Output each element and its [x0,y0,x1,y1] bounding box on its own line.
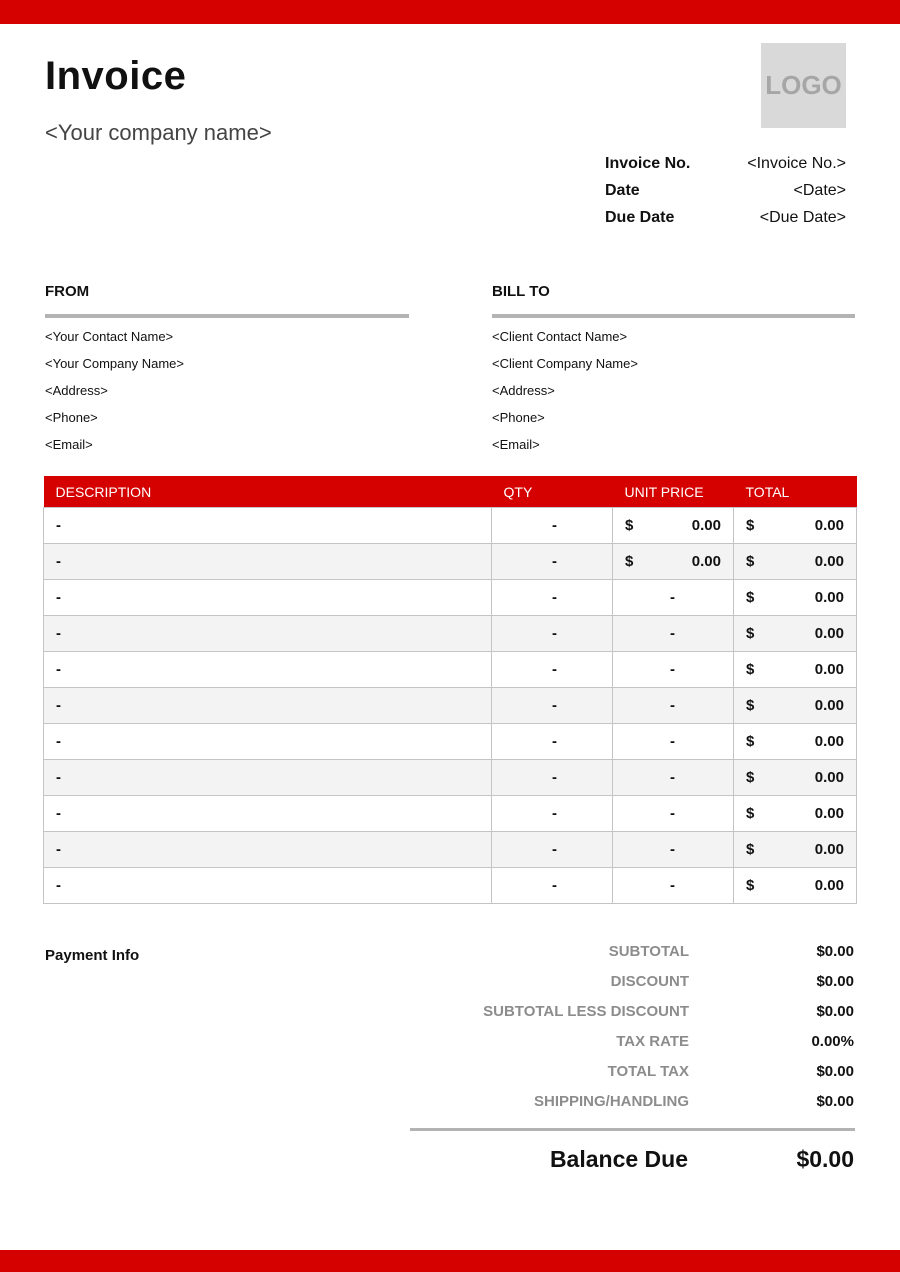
cell-unit-price: - [613,652,734,688]
cell-qty: - [492,652,613,688]
table-row [44,544,857,580]
summary-label: SUBTOTAL [608,943,689,960]
table-row [44,652,857,688]
currency-symbol: $ [746,733,755,750]
meta-label: Date [605,182,640,199]
cell-total [734,688,857,724]
cell-unit-price: - [613,688,734,724]
table-row [44,760,857,796]
cell-unit-price: - [613,868,734,904]
summary-shipping-handling [410,1093,855,1113]
meta-date [605,182,846,200]
total-value: 0.00 [814,589,844,606]
cell-description: - [44,724,492,760]
summary-value: 0.00% [811,1033,854,1050]
cell-qty: - [492,508,613,544]
meta-label: Due Date [605,209,675,226]
total-value: 0.00 [814,625,844,642]
balance-due-label: Balance Due [549,1146,688,1172]
from-address: <Address> [45,383,108,398]
cell-description: - [44,688,492,724]
cell-unit-price: - [613,580,734,616]
from-email: <Email> [45,437,93,452]
currency-symbol: $ [625,553,634,570]
currency-symbol: $ [746,841,755,858]
cell-description: - [44,580,492,616]
cell-qty: - [492,580,613,616]
total-value: 0.00 [814,877,844,894]
summary-label: TOTAL TAX [607,1063,689,1080]
cell-description: - [44,508,492,544]
cell-unit-price [613,508,734,544]
column-header-description: DESCRIPTION [44,476,492,508]
summary-subtotal [410,943,855,963]
cell-unit-price: - [613,724,734,760]
cell-qty: - [492,544,613,580]
total-value: 0.00 [814,841,844,858]
table-row [44,508,857,544]
total-value: 0.00 [814,553,844,570]
table-row [44,796,857,832]
currency-symbol: $ [746,769,755,786]
summary-tax-rate [410,1033,855,1053]
total-value: 0.00 [814,517,844,534]
summary-label: SUBTOTAL LESS DISCOUNT [483,1003,689,1020]
cell-total [734,580,857,616]
from-phone: <Phone> [45,410,98,425]
currency-symbol: $ [746,661,755,678]
unit-price-value: 0.00 [691,517,721,534]
column-header-total: TOTAL [734,476,857,508]
meta-value: <Due Date> [759,209,846,226]
table-row [44,724,857,760]
cell-unit-price: - [613,760,734,796]
cell-description: - [44,796,492,832]
from-divider [45,314,409,318]
total-value: 0.00 [814,769,844,786]
summary-value: $0.00 [816,1003,854,1020]
bill-to-divider [492,314,855,318]
cell-total [734,724,857,760]
summary-subtotal-less-discount [410,1003,855,1023]
summary-discount [410,973,855,993]
unit-price-value: 0.00 [691,553,721,570]
cell-total [734,868,857,904]
table-row [44,580,857,616]
bottom-accent-bar [0,1250,900,1272]
cell-unit-price: - [613,616,734,652]
summary-value: $0.00 [816,943,854,960]
summary-label: TAX RATE [616,1033,689,1050]
table-header-row [44,476,857,508]
cell-qty: - [492,796,613,832]
cell-unit-price: - [613,832,734,868]
from-heading: FROM [45,283,90,300]
cell-description: - [44,832,492,868]
total-value: 0.00 [814,733,844,750]
meta-invoice-no [605,155,846,173]
summary-value: $0.00 [816,973,854,990]
balance-due-value: $0.00 [796,1146,854,1172]
meta-label: Invoice No. [605,155,691,172]
summary-value: $0.00 [816,1063,854,1080]
currency-symbol: $ [746,805,755,822]
cell-description: - [44,868,492,904]
currency-symbol: $ [746,697,755,714]
cell-qty: - [492,760,613,796]
cell-total [734,652,857,688]
currency-symbol: $ [746,625,755,642]
bill-to-phone: <Phone> [492,410,545,425]
from-company-name: <Your Company Name> [45,356,184,371]
cell-total [734,832,857,868]
cell-qty: - [492,724,613,760]
total-value: 0.00 [814,697,844,714]
cell-qty: - [492,832,613,868]
cell-description: - [44,760,492,796]
currency-symbol: $ [746,517,755,534]
column-header-unit-price: UNIT PRICE [613,476,734,508]
total-value: 0.00 [814,805,844,822]
table-row [44,616,857,652]
cell-unit-price [613,544,734,580]
table-row [44,832,857,868]
bill-to-contact-name: <Client Contact Name> [492,329,628,344]
payment-info-label: Payment Info [45,947,140,964]
cell-qty: - [492,616,613,652]
cell-description: - [44,652,492,688]
cell-qty: - [492,868,613,904]
cell-total [734,616,857,652]
currency-symbol: $ [746,553,755,570]
from-contact-name: <Your Contact Name> [45,329,174,344]
cell-qty: - [492,688,613,724]
meta-value: <Invoice No.> [747,155,846,172]
cell-total [734,796,857,832]
bill-to-heading: BILL TO [492,283,550,300]
summary-total-tax [410,1063,855,1083]
balance-divider [410,1128,855,1131]
document-title: Invoice [45,54,187,98]
currency-symbol: $ [625,517,634,534]
top-accent-bar [0,0,900,24]
table-row [44,688,857,724]
summary-label: DISCOUNT [610,973,689,990]
summary-value: $0.00 [816,1093,854,1110]
table-row [44,868,857,904]
cell-total [734,760,857,796]
currency-symbol: $ [746,589,755,606]
cell-total [734,544,857,580]
bill-to-address: <Address> [492,383,555,398]
cell-total [734,508,857,544]
company-name: <Your company name> [45,120,272,145]
total-value: 0.00 [814,661,844,678]
bill-to-company-name: <Client Company Name> [492,356,638,371]
summary-label: SHIPPING/HANDLING [533,1093,689,1110]
cell-unit-price: - [613,796,734,832]
column-header-qty: QTY [492,476,613,508]
meta-value: <Date> [793,182,846,199]
cell-description: - [44,616,492,652]
bill-to-email: <Email> [492,437,540,452]
line-items-table [43,476,857,904]
cell-description: - [44,544,492,580]
meta-due-date [605,209,846,227]
logo-placeholder: LOGO [761,43,846,128]
currency-symbol: $ [746,877,755,894]
